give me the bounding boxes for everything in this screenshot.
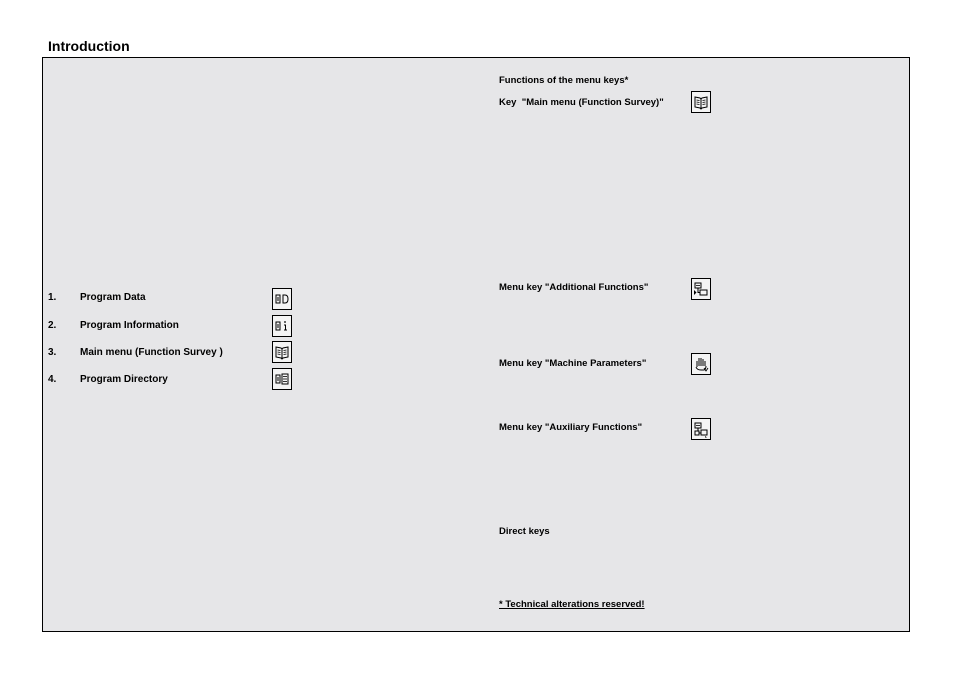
list-item-program-information: Program Information	[80, 320, 179, 331]
machine-parameters-hand-icon	[691, 353, 711, 375]
main-menu-key-label: Key "Main menu (Function Survey)"	[499, 97, 664, 108]
list-item-number: 3.	[48, 347, 57, 358]
additional-functions-key-icon	[691, 278, 711, 300]
direct-keys-label: Direct keys	[499, 526, 550, 537]
program-information-key-icon	[272, 315, 292, 337]
list-item-number: 4.	[48, 374, 57, 385]
list-item-main-menu: Main menu (Function Survey )	[80, 347, 223, 358]
program-directory-key-icon	[272, 368, 292, 390]
list-item-number: 1.	[48, 292, 57, 303]
auxiliary-functions-label: Menu key "Auxiliary Functions"	[499, 422, 643, 433]
page-title: Introduction	[48, 38, 130, 54]
main-menu-book-icon	[272, 341, 292, 363]
content-panel	[42, 57, 910, 632]
footnote: * Technical alterations reserved!	[499, 599, 645, 610]
auxiliary-functions-key-icon	[691, 418, 711, 440]
functions-heading: Functions of the menu keys*	[499, 75, 629, 86]
main-menu-book-icon	[691, 91, 711, 113]
program-data-key-icon	[272, 288, 292, 310]
list-item-program-data: Program Data	[80, 292, 146, 303]
list-item-program-directory: Program Directory	[80, 374, 168, 385]
machine-parameters-label: Menu key "Machine Parameters"	[499, 358, 647, 369]
additional-functions-label: Menu key "Additional Functions"	[499, 282, 649, 293]
list-item-number: 2.	[48, 320, 57, 331]
